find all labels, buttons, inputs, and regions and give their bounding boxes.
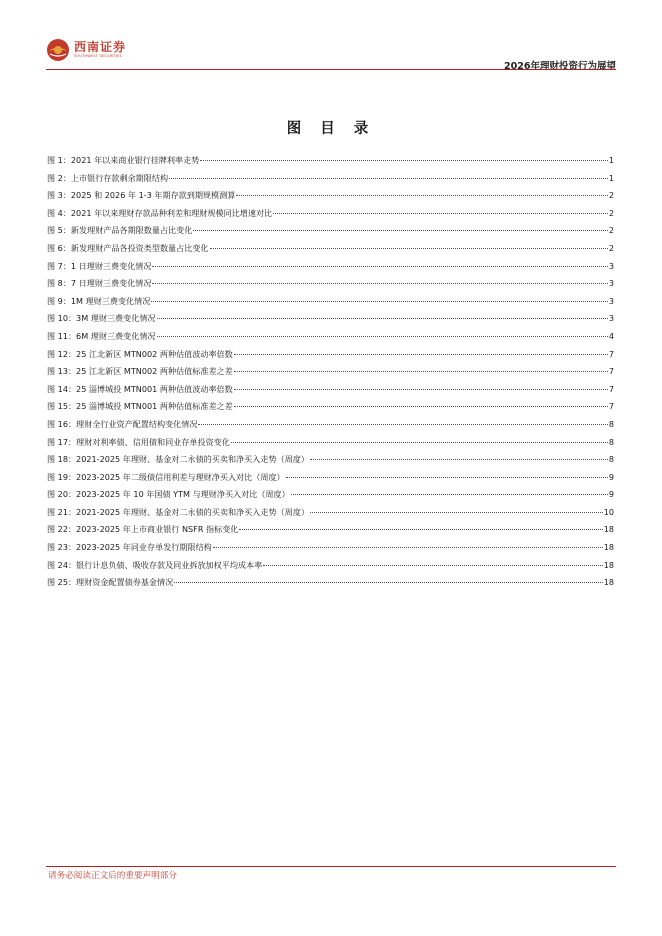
toc-entry-page: 3 <box>608 260 614 271</box>
toc-dot-leader <box>151 301 607 302</box>
company-logo <box>46 38 126 62</box>
toc-dot-leader <box>234 354 608 355</box>
toc-entry-label: 图 5：新发理财产品各期限数量占比变化 <box>47 225 193 236</box>
toc-entry[interactable] <box>47 346 614 364</box>
toc-entry-page: 8 <box>608 418 614 429</box>
toc-entry-label: 图 25：理财资金配置债券基金情况 <box>47 577 174 588</box>
toc-entry[interactable] <box>47 416 614 434</box>
toc-entry-label: 图 10：3M 理财三费变化情况 <box>47 313 156 324</box>
toc-entry[interactable] <box>47 258 614 276</box>
toc-dot-leader <box>174 582 603 583</box>
toc-entry-page: 10 <box>603 506 614 517</box>
toc-entry[interactable] <box>47 275 614 293</box>
toc-entry[interactable] <box>47 170 614 188</box>
toc-entry[interactable] <box>47 381 614 399</box>
logo-text-en: SOUTHWEST SECURITIES <box>74 54 122 58</box>
toc-entry-label: 图 3：2025 和 2026 年 1-3 年期存款到期规模测算 <box>47 190 236 201</box>
toc-entry-page: 2 <box>608 242 614 253</box>
toc-entry[interactable] <box>47 521 614 539</box>
toc-entry[interactable] <box>47 328 614 346</box>
toc-entry[interactable] <box>47 486 614 504</box>
toc-entry-label: 图 16：理财全行业资产配置结构变化情况 <box>47 418 198 429</box>
toc-entry-page: 7 <box>608 348 614 359</box>
toc-dot-leader <box>169 178 608 179</box>
toc-dot-leader <box>152 283 607 284</box>
toc-dot-leader <box>310 512 603 513</box>
toc-entry[interactable] <box>47 152 614 170</box>
toc-dot-leader <box>310 459 608 460</box>
toc-entry-label: 图 2：上市银行存款剩余期限结构 <box>47 172 169 183</box>
toc-entry-page: 7 <box>608 383 614 394</box>
toc-entry[interactable] <box>47 469 614 487</box>
toc-entry[interactable] <box>47 240 614 258</box>
toc-dot-leader <box>213 547 603 548</box>
toc-entry[interactable] <box>47 205 614 223</box>
toc-dot-leader <box>234 389 608 390</box>
toc-entry-label: 图 6：新发理财产品各投资类型数量占比变化 <box>47 242 209 253</box>
toc-entry[interactable] <box>47 574 614 592</box>
toc-dot-leader <box>198 424 607 425</box>
toc-dot-leader <box>286 477 608 478</box>
toc-entry-label: 图 14：25 淄博城投 MTN001 两种估值波动率倍数 <box>47 383 233 394</box>
toc-dot-leader <box>234 371 608 372</box>
toc-entry-label: 图 17：理财对利率债、信用债和同业存单投资变化 <box>47 436 230 447</box>
toc-dot-leader <box>157 336 608 337</box>
toc-dot-leader <box>210 248 608 249</box>
toc-entry-label: 图 19：2023-2025 年二级债信用利差与理财净买入对比（周度） <box>47 471 285 482</box>
toc-entry-label: 图 23：2023-2025 年同业存单发行期限结构 <box>47 542 212 553</box>
toc-dot-leader <box>200 160 608 161</box>
toc-title: 图 目 录 <box>286 120 376 137</box>
toc-entry-label: 图 15：25 淄博城投 MTN001 两种估值标准差之差 <box>47 401 233 412</box>
toc-entry-page: 1 <box>608 172 614 183</box>
logo-text-cn: 西南证券 <box>74 40 127 54</box>
toc-dot-leader <box>157 318 608 319</box>
toc-entry-page: 8 <box>608 454 614 465</box>
toc-dot-leader <box>152 266 607 267</box>
toc-entry-page: 2 <box>608 207 614 218</box>
footer-disclaimer: 请务必阅读正文后的重要声明部分 <box>48 871 177 881</box>
toc-entry-label: 图 13：25 江北新区 MTN002 两种估值标准差之差 <box>47 366 233 377</box>
toc-dot-leader <box>263 565 602 566</box>
toc-entry-page: 8 <box>608 436 614 447</box>
toc-entry-label: 图 12：25 江北新区 MTN002 两种估值波动率倍数 <box>47 348 233 359</box>
toc-entry[interactable] <box>47 293 614 311</box>
toc-entry-page: 9 <box>608 471 614 482</box>
toc-dot-leader <box>239 529 602 530</box>
toc-dot-leader <box>236 195 608 196</box>
toc-entry-label: 图 22：2023-2025 年上市商业银行 NSFR 指标变化 <box>47 524 239 535</box>
toc-entry-label: 图 24：银行计息负债、吸收存款及同业拆放加权平均成本率 <box>47 559 263 570</box>
toc-entry-page: 4 <box>608 330 614 341</box>
page-header <box>46 38 616 70</box>
toc-entry-page: 7 <box>608 366 614 377</box>
header-divider <box>46 69 616 70</box>
toc-entry[interactable] <box>47 310 614 328</box>
toc-entry-page: 18 <box>603 542 614 553</box>
toc-entry-page: 7 <box>608 401 614 412</box>
toc-entry[interactable] <box>47 363 614 381</box>
toc-entry-label: 图 1：2021 年以来商业银行挂牌利率走势 <box>47 155 200 165</box>
toc-entry-label: 图 7：1 日理财三费变化情况 <box>47 260 152 271</box>
toc-entry-label: 图 18：2021-2025 年理财、基金对二永债的买卖和净买入走势（周度） <box>47 454 309 465</box>
toc-entry-label: 图 8：7 日理财三费变化情况 <box>47 278 152 289</box>
toc-entry[interactable] <box>47 222 614 240</box>
toc-entry[interactable] <box>47 451 614 469</box>
toc-entry-label: 图 9：1M 理财三费变化情况 <box>47 295 151 306</box>
toc-entry-page: 18 <box>603 577 614 588</box>
toc-entry-label: 图 11：6M 理财三费变化情况 <box>47 330 156 341</box>
toc-entry[interactable] <box>47 504 614 522</box>
toc-entry[interactable] <box>47 539 614 557</box>
toc-dot-leader <box>234 406 608 407</box>
footer-divider <box>46 866 616 867</box>
toc-entry-page: 3 <box>608 295 614 306</box>
toc-entry-page: 9 <box>608 489 614 500</box>
toc-entry-page: 3 <box>608 313 614 324</box>
toc-entry-label: 图 21：2021-2025 年理财、基金对二永债的买卖和净买入走势（周度） <box>47 506 309 517</box>
toc-entry-page: 2 <box>608 225 614 236</box>
toc-entry[interactable] <box>47 187 614 205</box>
toc-entry-page: 18 <box>603 524 614 535</box>
report-title: 2026年理财投资行为展望 <box>504 61 616 72</box>
toc-entry-page: 2 <box>608 190 614 201</box>
toc-entry[interactable] <box>47 434 614 452</box>
toc-entry[interactable] <box>47 557 614 575</box>
toc-dot-leader <box>273 213 608 214</box>
toc-entry-page: 1 <box>608 155 614 165</box>
toc-dot-leader <box>291 494 608 495</box>
toc-dot-leader <box>193 230 608 231</box>
figure-toc-list <box>47 152 614 592</box>
toc-entry-page: 18 <box>603 559 614 570</box>
toc-entry-label: 图 4：2021 年以来理财存款品种利差和理财规模同比增速对比 <box>47 207 273 218</box>
toc-dot-leader <box>231 442 608 443</box>
toc-entry[interactable] <box>47 398 614 416</box>
toc-entry-page: 3 <box>608 278 614 289</box>
logo-icon <box>46 38 70 62</box>
toc-entry-label: 图 20：2023-2025 年 10 年国债 YTM 与理财净买入对比（周度） <box>47 489 290 500</box>
